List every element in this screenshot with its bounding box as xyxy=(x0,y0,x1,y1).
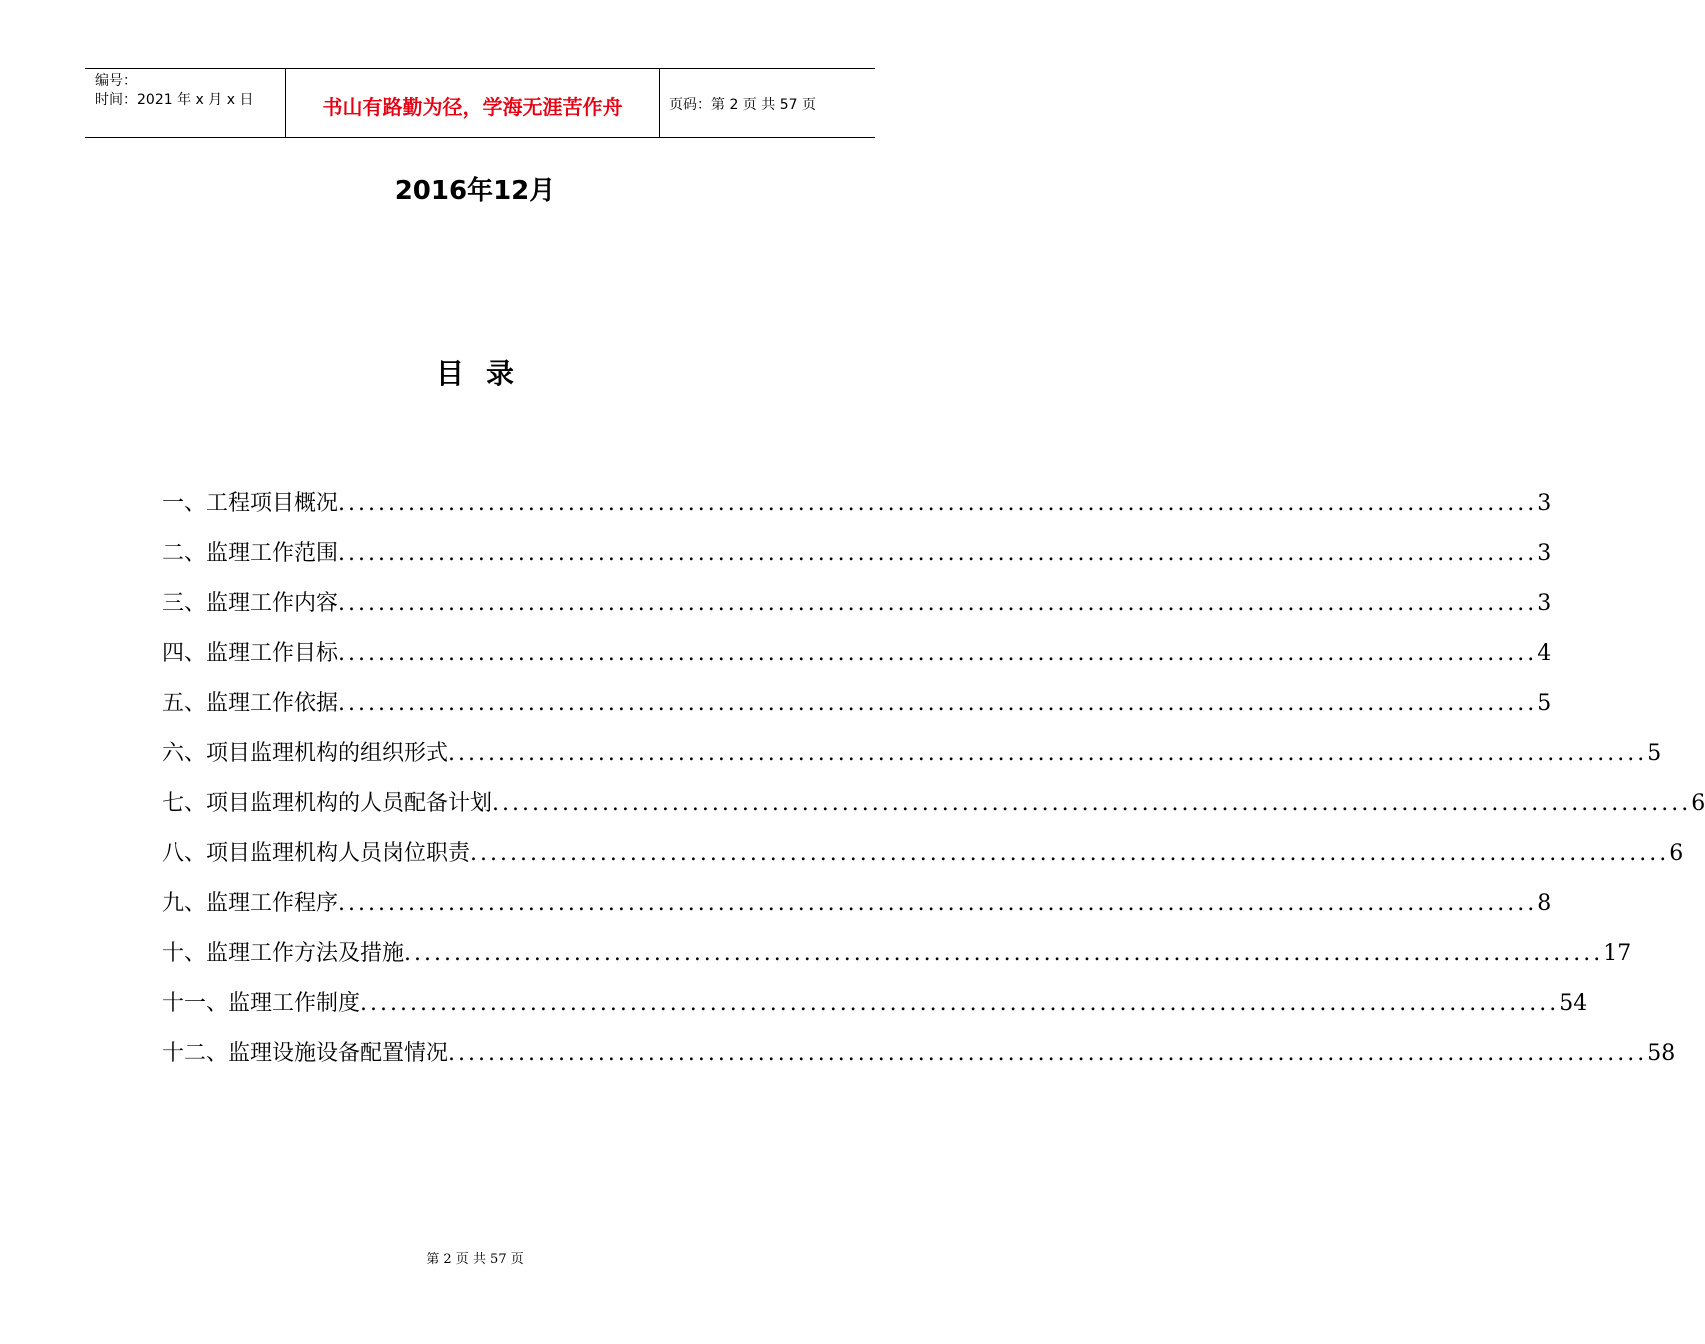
time-text: 时间：2021 年 x 月 x 日 xyxy=(95,92,254,108)
toc-entry-page: 4 xyxy=(1537,641,1552,666)
toc-leader-dots: ........................................................................................................................ xyxy=(360,991,1560,1016)
toc-leader-dots: ........................................................................................................................ xyxy=(448,741,1648,766)
toc-entry-page: 6 xyxy=(1669,841,1684,866)
toc-entry[interactable] xyxy=(162,936,1632,986)
toc-entry-label: 八、项目监理机构人员岗位职责 xyxy=(162,841,471,866)
toc-entry-label: 十、监理工作方法及措施 xyxy=(162,941,405,966)
toc-leader-dots: ........................................................................................................................ xyxy=(338,641,1538,666)
header-motto-cell xyxy=(285,69,660,137)
toc-leader-dots: ........................................................................................................................ xyxy=(404,941,1604,966)
toc-entry[interactable] xyxy=(162,786,1705,836)
toc-entry[interactable] xyxy=(162,536,1552,586)
table-of-contents xyxy=(162,486,1705,1086)
toc-entry-page: 5 xyxy=(1647,741,1662,766)
toc-entry-page: 58 xyxy=(1647,1041,1676,1066)
toc-entry-label: 九、监理工作程序 xyxy=(162,891,339,916)
document-date: 2016年12月 xyxy=(394,176,556,206)
header-page-cell xyxy=(659,69,875,137)
toc-entry[interactable] xyxy=(162,636,1552,686)
toc-entry-label: 十一、监理工作制度 xyxy=(162,991,361,1016)
toc-leader-dots: ........................................................................................................................ xyxy=(338,541,1538,566)
toc-entry-page: 3 xyxy=(1537,591,1552,616)
toc-entry-page: 17 xyxy=(1603,941,1632,966)
toc-entry[interactable] xyxy=(162,586,1552,636)
toc-entry-label: 十二、监理设施设备配置情况 xyxy=(162,1041,449,1066)
toc-entry[interactable] xyxy=(162,886,1552,936)
toc-entry-label: 三、监理工作内容 xyxy=(162,591,339,616)
toc-entry-label: 二、监理工作范围 xyxy=(162,541,339,566)
toc-entry-page: 54 xyxy=(1559,991,1588,1016)
toc-entry[interactable] xyxy=(162,836,1684,886)
toc-entry[interactable] xyxy=(162,986,1588,1036)
toc-entry-page: 6 xyxy=(1691,791,1705,816)
toc-entry-label: 六、项目监理机构的组织形式 xyxy=(162,741,449,766)
toc-entry-label: 七、项目监理机构的人员配备计划 xyxy=(162,791,493,816)
toc-leader-dots: ........................................................................................................................ xyxy=(338,591,1538,616)
header-page-number: 页码：第 2 页 共 57 页 xyxy=(669,97,816,113)
toc-entry-page: 8 xyxy=(1537,891,1552,916)
toc-entry-page: 3 xyxy=(1537,541,1552,566)
toc-leader-dots: ........................................................................................................................ xyxy=(338,691,1538,716)
toc-entry[interactable] xyxy=(162,686,1552,736)
toc-entry-label: 四、监理工作目标 xyxy=(162,641,339,666)
toc-leader-dots: ........................................................................................................................ xyxy=(338,491,1538,516)
toc-entry[interactable] xyxy=(162,1036,1676,1086)
toc-leader-dots: ........................................................................................................................ xyxy=(338,891,1538,916)
code-label: 编号： xyxy=(95,73,137,89)
toc-entry-page: 3 xyxy=(1537,491,1552,516)
toc-entry-label: 五、监理工作依据 xyxy=(162,691,339,716)
toc-entry-label: 一、工程项目概况 xyxy=(162,491,339,516)
toc-leader-dots: ........................................................................................................................ xyxy=(492,791,1692,816)
toc-entry-page: 5 xyxy=(1537,691,1552,716)
toc-leader-dots: ........................................................................................................................ xyxy=(470,841,1670,866)
toc-entry[interactable] xyxy=(162,486,1552,536)
document-header xyxy=(85,68,875,138)
motto-text: 书山有路勤为径，学海无涯苦作舟 xyxy=(322,95,623,119)
toc-entry[interactable] xyxy=(162,736,1662,786)
toc-leader-dots: ........................................................................................................................ xyxy=(448,1041,1648,1066)
header-meta-cell xyxy=(85,69,285,137)
toc-title: 目录 xyxy=(435,357,536,390)
page-footer: 第 2 页 共 57 页 xyxy=(426,1252,524,1267)
